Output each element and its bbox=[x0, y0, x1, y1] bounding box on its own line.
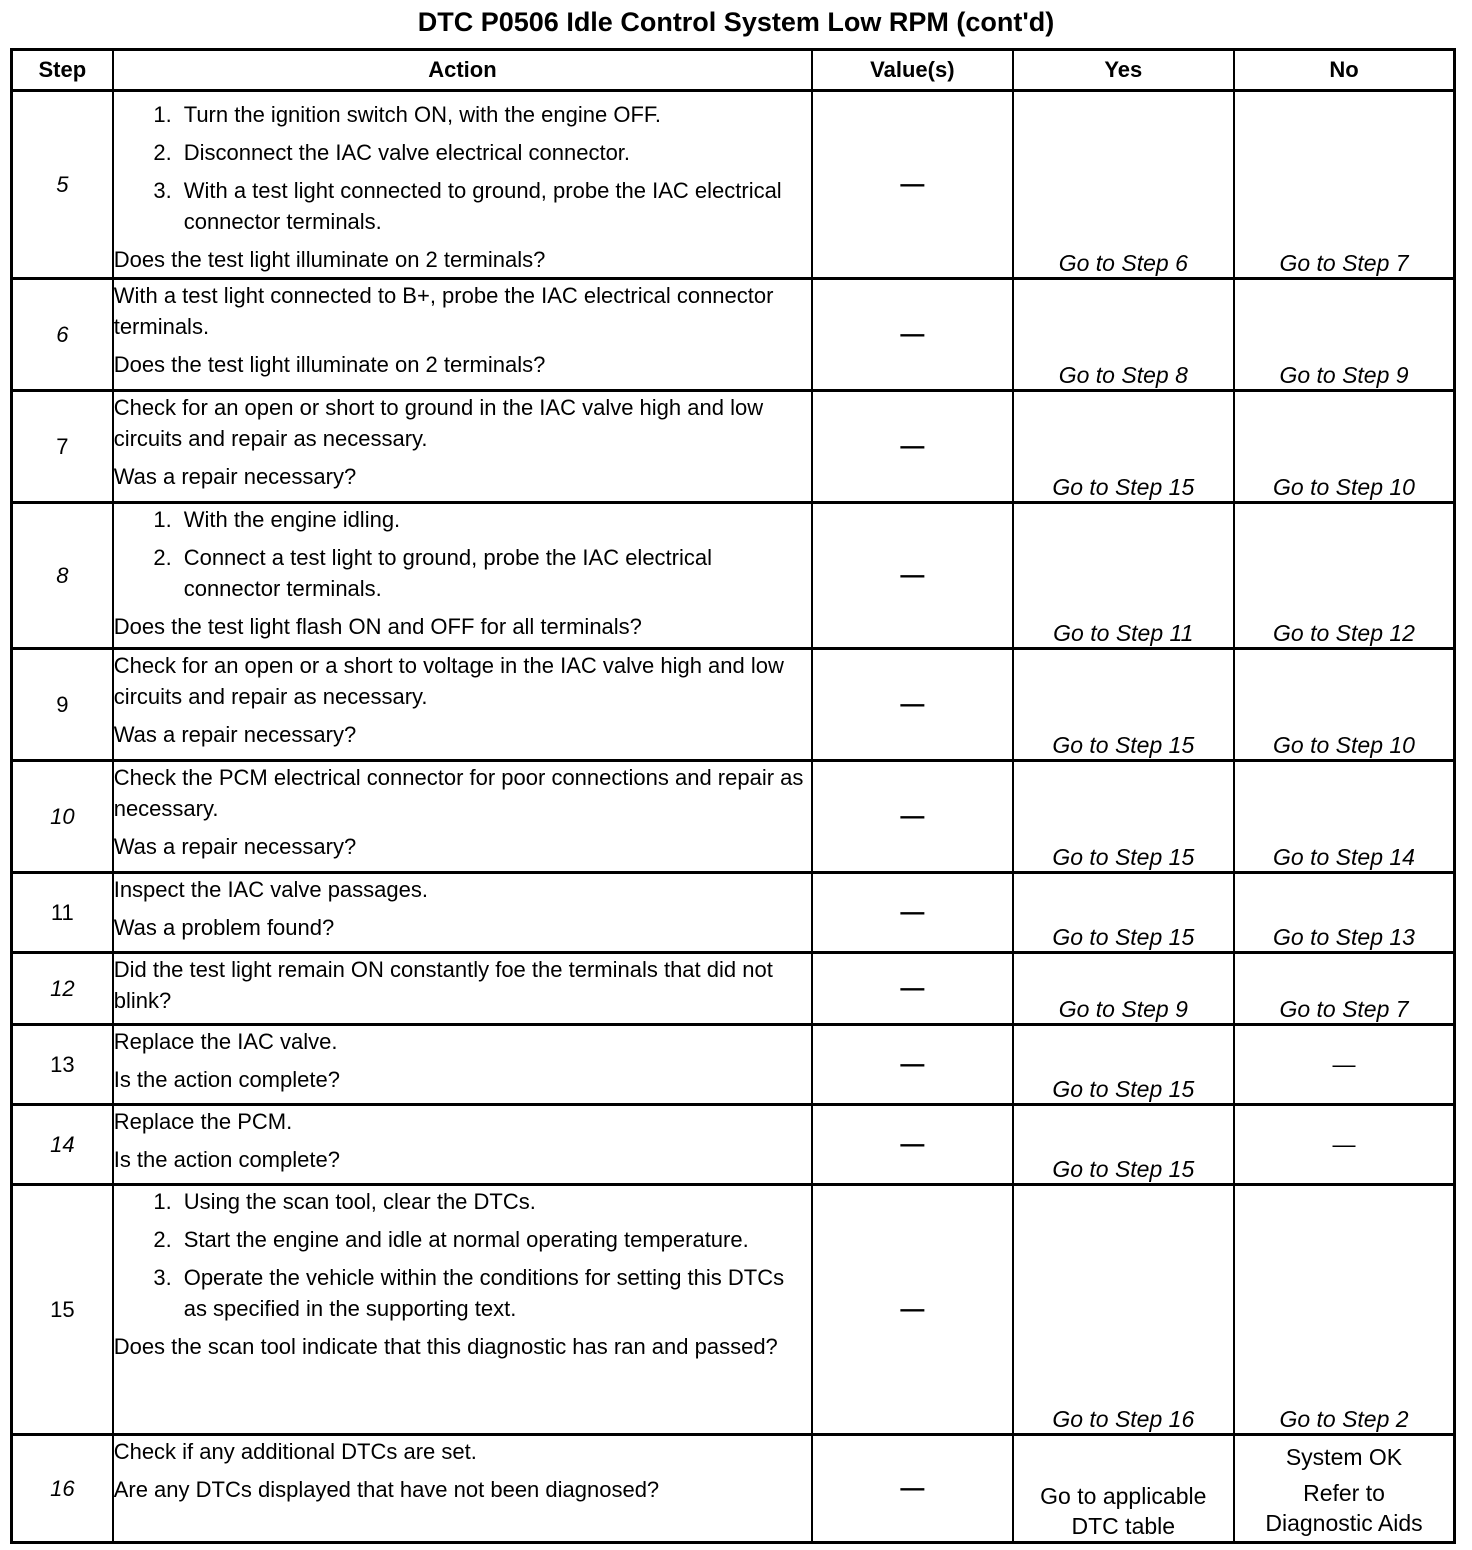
action-question: Was a repair necessary? bbox=[113, 464, 357, 489]
action-question: Does the test light illuminate on 2 terminals? bbox=[113, 247, 546, 272]
action-text: Check for an open or short to ground in the IAC valve high and low circuits and repair as necessary. bbox=[113, 395, 764, 451]
yes-cell: Go to Step 8 bbox=[1013, 279, 1234, 391]
action-question: Are any DTCs displayed that have not been diagnosed? bbox=[113, 1477, 660, 1502]
diagnostic-aids-text: Refer to Diagnostic Aids bbox=[1265, 1480, 1423, 1536]
no-cell: Go to Step 2 bbox=[1234, 1185, 1454, 1435]
yes-cell: Go to Step 15 bbox=[1013, 649, 1234, 761]
action-cell bbox=[113, 1025, 812, 1105]
action-cell bbox=[113, 1185, 812, 1435]
yes-cell: Go to Step 6 bbox=[1013, 91, 1234, 279]
step-number: 13 bbox=[12, 1025, 113, 1105]
step-number: 6 bbox=[12, 279, 113, 391]
action-cell bbox=[113, 1435, 812, 1543]
yes-cell: Go to Step 15 bbox=[1013, 873, 1234, 953]
table-row bbox=[12, 873, 1455, 953]
value-cell: — bbox=[812, 873, 1012, 953]
table-row bbox=[12, 649, 1455, 761]
no-cell: Go to Step 10 bbox=[1234, 391, 1454, 503]
value-cell: — bbox=[812, 391, 1012, 503]
yes-cell: Go to Step 15 bbox=[1013, 1105, 1234, 1185]
no-cell: Go to Step 9 bbox=[1234, 279, 1454, 391]
header-step: Step bbox=[12, 50, 113, 91]
value-cell: — bbox=[812, 1435, 1012, 1543]
action-text: Check if any additional DTCs are set. bbox=[113, 1439, 477, 1464]
header-no: No bbox=[1234, 50, 1454, 91]
step-number: 9 bbox=[12, 649, 113, 761]
header-action: Action bbox=[113, 50, 812, 91]
sub-step-text: Connect a test light to ground, probe the IAC electrical connector terminals. bbox=[183, 545, 713, 601]
value-cell: — bbox=[812, 91, 1012, 279]
action-text: Replace the IAC valve. bbox=[113, 1029, 338, 1054]
table-row bbox=[12, 391, 1455, 503]
step-number: 10 bbox=[12, 761, 113, 873]
step-number: 8 bbox=[12, 503, 113, 649]
sub-step-text: Turn the ignition switch ON, with the engine OFF. bbox=[183, 102, 661, 127]
action-text: With a test light connected to B+, probe the IAC electrical connector terminals. bbox=[113, 283, 774, 339]
no-cell: Go to Step 13 bbox=[1234, 873, 1454, 953]
step-number: 16 bbox=[12, 1435, 113, 1543]
action-cell bbox=[113, 649, 812, 761]
action-text: Check the PCM electrical connector for poor connections and repair as necessary. bbox=[113, 765, 804, 821]
no-cell: Go to Step 10 bbox=[1234, 649, 1454, 761]
no-cell: Go to Step 7 bbox=[1234, 953, 1454, 1025]
step-number: 11 bbox=[12, 873, 113, 953]
sub-step: 3. With a test light connected to ground, probe the IAC electrical connector terminals. bbox=[114, 175, 811, 237]
action-cell bbox=[113, 391, 812, 503]
action-text: Replace the PCM. bbox=[113, 1109, 293, 1134]
sub-step: 1. Using the scan tool, clear the DTCs. bbox=[114, 1186, 811, 1217]
sub-step-text: Disconnect the IAC valve electrical connector. bbox=[183, 140, 631, 165]
step-number: 12 bbox=[12, 953, 113, 1025]
sub-step-text: Operate the vehicle within the conditions for setting this DTCs as specified in the supporting text. bbox=[183, 1265, 785, 1321]
table-row bbox=[12, 953, 1455, 1025]
no-cell: Go to Step 12 bbox=[1234, 503, 1454, 649]
page-title: DTC P0506 Idle Control System Low RPM (cont'd) bbox=[417, 7, 1055, 37]
no-cell bbox=[1234, 1435, 1454, 1543]
value-cell: — bbox=[812, 1025, 1012, 1105]
action-question: Does the scan tool indicate that this diagnostic has ran and passed? bbox=[113, 1334, 778, 1359]
yes-cell: Go to Step 11 bbox=[1013, 503, 1234, 649]
value-cell: — bbox=[812, 649, 1012, 761]
step-number: 5 bbox=[12, 91, 113, 279]
action-cell bbox=[113, 279, 812, 391]
yes-cell: Go to Step 15 bbox=[1013, 391, 1234, 503]
yes-cell: Go to Step 15 bbox=[1013, 1025, 1234, 1105]
action-question: Was a repair necessary? bbox=[113, 722, 357, 747]
sub-step-text: Start the engine and idle at normal operating temperature. bbox=[183, 1227, 749, 1252]
step-number: 7 bbox=[12, 391, 113, 503]
action-text: Inspect the IAC valve passages. bbox=[113, 877, 428, 902]
value-cell: — bbox=[812, 503, 1012, 649]
diagnostic-table bbox=[10, 48, 1456, 1544]
sub-step-text: Using the scan tool, clear the DTCs. bbox=[183, 1189, 536, 1214]
value-cell: — bbox=[812, 1105, 1012, 1185]
value-cell: — bbox=[812, 1185, 1012, 1435]
header-yes: Yes bbox=[1013, 50, 1234, 91]
sub-step: 2. Disconnect the IAC valve electrical connector. bbox=[114, 137, 811, 168]
table-row bbox=[12, 1185, 1455, 1435]
table-row bbox=[12, 761, 1455, 873]
value-cell: — bbox=[812, 953, 1012, 1025]
sub-step: 1. With the engine idling. bbox=[114, 504, 811, 535]
action-cell bbox=[113, 503, 812, 649]
action-question: Did the test light remain ON constantly foe the terminals that did not blink? bbox=[113, 957, 773, 1013]
sub-step: 1. Turn the ignition switch ON, with the engine OFF. bbox=[114, 99, 811, 130]
value-cell: — bbox=[812, 279, 1012, 391]
value-cell: — bbox=[812, 761, 1012, 873]
yes-cell: Go to Step 16 bbox=[1013, 1185, 1234, 1435]
sub-step-text: With the engine idling. bbox=[183, 507, 401, 532]
table-row bbox=[12, 1435, 1455, 1543]
action-cell bbox=[113, 761, 812, 873]
action-cell bbox=[113, 1105, 812, 1185]
table-row bbox=[12, 91, 1455, 279]
no-cell: — bbox=[1234, 1025, 1454, 1105]
table-row bbox=[12, 1105, 1455, 1185]
no-cell: — bbox=[1234, 1105, 1454, 1185]
action-question: Was a problem found? bbox=[113, 915, 335, 940]
no-cell: Go to Step 14 bbox=[1234, 761, 1454, 873]
sub-step: 2. Connect a test light to ground, probe the IAC electrical connector terminals. bbox=[114, 542, 811, 604]
sub-step: 2. Start the engine and idle at normal operating temperature. bbox=[114, 1224, 811, 1255]
system-ok-text: System OK bbox=[1285, 1444, 1403, 1470]
action-question: Does the test light illuminate on 2 terminals? bbox=[113, 352, 546, 377]
action-cell bbox=[113, 873, 812, 953]
action-cell bbox=[113, 953, 812, 1025]
action-cell bbox=[113, 91, 812, 279]
action-question: Was a repair necessary? bbox=[113, 834, 357, 859]
table-row bbox=[12, 503, 1455, 649]
sub-step: 3. Operate the vehicle within the conditions for setting this DTCs as specified in the supporting text. bbox=[114, 1262, 811, 1324]
action-question: Is the action complete? bbox=[113, 1147, 340, 1172]
action-text: Check for an open or a short to voltage in the IAC valve high and low circuits and repair as necessary. bbox=[113, 653, 784, 709]
table-row bbox=[12, 279, 1455, 391]
header-row bbox=[12, 50, 1455, 91]
action-question: Does the test light flash ON and OFF for all terminals? bbox=[113, 614, 642, 639]
header-values: Value(s) bbox=[812, 50, 1012, 91]
no-cell: Go to Step 7 bbox=[1234, 91, 1454, 279]
yes-cell: Go to Step 15 bbox=[1013, 761, 1234, 873]
table-row bbox=[12, 1025, 1455, 1105]
step-number: 14 bbox=[12, 1105, 113, 1185]
yes-cell: Go to applicable DTC table bbox=[1013, 1435, 1234, 1543]
yes-cell: Go to Step 9 bbox=[1013, 953, 1234, 1025]
action-question: Is the action complete? bbox=[113, 1067, 340, 1092]
sub-step-text: With a test light connected to ground, probe the IAC electrical connector terminals. bbox=[183, 178, 782, 234]
step-number: 15 bbox=[12, 1185, 113, 1435]
